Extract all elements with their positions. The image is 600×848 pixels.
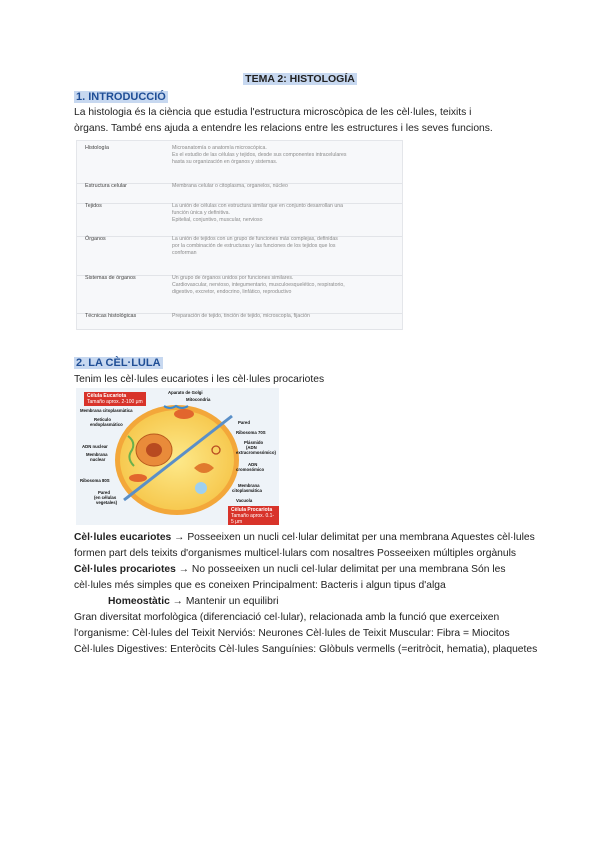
prokaryote-label-box: Cèlula Procariota Tamaño aprox. 0.1-5 μm xyxy=(228,506,279,525)
diversity-line-3: Cèl·lules Digestives: Enteròcits Cèl·lules Sanguínies: Glòbuls vermells (=eritròcit, hematia), plaquetes xyxy=(74,644,538,655)
euk-line xyxy=(74,530,544,546)
pro-line-2: cèl·lules més simples que es coneixen Principalment: Bacteris i algun tipus d'alga xyxy=(74,580,446,591)
nucleolus-shape xyxy=(146,443,162,457)
table-row-value xyxy=(172,183,397,190)
page-title: TEMA 2: HISTOLOGÍA xyxy=(245,73,355,85)
label-pared-right: Pared xyxy=(238,420,250,425)
table-row-key: Tejidos xyxy=(85,203,102,209)
label-membrana-cito: Membrana citoplasmàtica xyxy=(80,408,133,413)
euk-line-2: formen part dels teixits d'organismes multicel·lulars com nosaltres Posseeixen múltiples orgànuls xyxy=(74,548,517,559)
cellula-intro: Tenim les cèl·lules eucariotes i les cèl·lules procariotes xyxy=(74,374,325,385)
table-row-key: Estructura celular xyxy=(85,183,127,189)
label-adn-nuclear: ADN nuclear xyxy=(82,444,108,449)
table-row-value-line: Membrana celular o citoplasma, organelos, núcleo xyxy=(172,183,288,189)
label-membrana-nuclear: Membrana xyxy=(86,452,108,457)
label-pared-3: vegetales) xyxy=(96,500,118,505)
label-vacuola: Vacuola xyxy=(236,498,253,503)
label-pared-2: (en células xyxy=(94,495,117,500)
label-plasmido-2: (ADN xyxy=(246,445,257,450)
label-plasmido-3: extracromosómico) xyxy=(236,450,276,455)
table-row-value-line: hasta su organización en órganos y sistemas. xyxy=(172,159,278,165)
label-adn-right-2: cromosómico xyxy=(236,467,265,472)
pro-text: → No posseeixen un nucli cel·lular delimitat per una membrana Són les xyxy=(175,564,506,575)
table-row-value xyxy=(172,145,397,166)
label-mito: Mitocondria xyxy=(186,397,211,402)
table-row-value-line: La unión de células con estructura similar que en conjunto desarrollan una xyxy=(172,203,344,209)
label-membrana-nuclear-2: nuclear xyxy=(90,457,106,462)
label-reticulo-2: endoplasmático xyxy=(90,422,123,427)
table-row-key: Sistemas de órganos xyxy=(85,275,136,281)
label-reticulo: Retículo xyxy=(94,417,111,422)
label-plasmido: Plásmido xyxy=(244,440,264,445)
homeo-line xyxy=(74,594,544,610)
table-row-value-line: La unión de tejidos con un grupo de funciones más complejas, definidas xyxy=(172,236,338,242)
table-row-value-line: Cardiovascular, nervioso, integumentario, musculoesquelético, respiratorio, xyxy=(172,282,345,288)
mitochondria-shape xyxy=(174,409,194,419)
cell-types-text xyxy=(74,530,544,658)
table-row-value-line: función única y definitiva. xyxy=(172,210,230,216)
section-heading-introduccio: 1. INTRODUCCIÓ xyxy=(76,91,166,103)
eukaryote-label-box: Cèlula Eucariota Tamaño aprox. 2-100 μm xyxy=(84,392,146,406)
histology-table xyxy=(76,140,403,330)
diversity-line-2: l'organisme: Cèl·lules del Teixit Nerviós: Neurones Cèl·lules de Teixit Muscular: Fibra = Miocitos xyxy=(74,628,510,639)
table-row-key: Técnicas histológicas xyxy=(85,313,137,319)
section-heading-cellula: 2. LA CÈL·LULA xyxy=(76,357,161,369)
table-row-value-line: conforman xyxy=(172,250,197,256)
table-row-value-line: Microanatomía o anatomía microscópica. xyxy=(172,145,267,151)
vacuole-shape xyxy=(195,482,207,494)
label-adn-right: ADN xyxy=(248,462,258,467)
pro-line xyxy=(74,562,544,578)
pro-term: Cèl·lules procariotes xyxy=(74,564,176,575)
table-row-value-line: Epitelial, conjuntivo, muscular, nervioso xyxy=(172,217,263,223)
table-row-value-line: Un grupo de órganos unidos por funciones similares. xyxy=(172,275,294,281)
intro-line-1: La histologia és la ciència que estudia l'estructura microscòpica de les cèl·lules, teixits i xyxy=(74,107,472,118)
euk-text: → Posseeixen un nucli cel·lular delimitat per una membrana Aquestes cèl·lules xyxy=(171,532,535,543)
label-membrana-right-2: citoplasmática xyxy=(232,488,262,493)
label-membrana-right: Membrana xyxy=(238,483,260,488)
label-ribosoma-70: Ribosoma 70S xyxy=(236,430,266,435)
mitochondria-shape-2 xyxy=(129,474,147,482)
diversity-line-1: Gran diversitat morfològica (diferenciació cel·lular), relacionada amb la funció que exerceixen xyxy=(74,612,500,623)
label-golgi: Aparato de Golgi xyxy=(168,390,203,395)
table-row xyxy=(77,183,402,204)
label-pared: Pared xyxy=(98,490,110,495)
table-row xyxy=(77,313,402,330)
table-row-value xyxy=(172,313,397,320)
table-row-value-line: digestivo, excretor, endocrino, linfático, reproductivo xyxy=(172,289,292,295)
table-row-value-line: Preparación de tejido, tinción de tejido, microscopía, fijación xyxy=(172,313,310,319)
homeo-term: Homeostàtic xyxy=(108,596,170,607)
table-row-value-line: Es el estudio de las células y tejidos, desde sus componentes intracelulares xyxy=(172,152,347,158)
label-ribosoma-80: Ribosoma 80S xyxy=(80,478,110,483)
table-row-value xyxy=(172,236,397,257)
cell-diagram xyxy=(76,388,279,525)
homeo-text: → Mantenir un equilibri xyxy=(169,596,279,607)
intro-paragraph xyxy=(74,105,534,137)
intro-line-2: òrgans. També ens ajuda a entendre les relacions entre les estructures i les seves funcions. xyxy=(74,123,493,134)
table-row-key: Órganos xyxy=(85,236,106,242)
table-row-key: Histología xyxy=(85,145,109,151)
table-row-value xyxy=(172,203,397,224)
table-row xyxy=(77,236,402,276)
table-row xyxy=(77,203,402,237)
table-row xyxy=(77,275,402,314)
table-row-value-line: por la combinación de estructuras y las funciones de los tejidos que los xyxy=(172,243,336,249)
table-row-value xyxy=(172,275,397,296)
euk-term: Cèl·lules eucariotes xyxy=(74,532,172,543)
table-row xyxy=(77,145,402,184)
